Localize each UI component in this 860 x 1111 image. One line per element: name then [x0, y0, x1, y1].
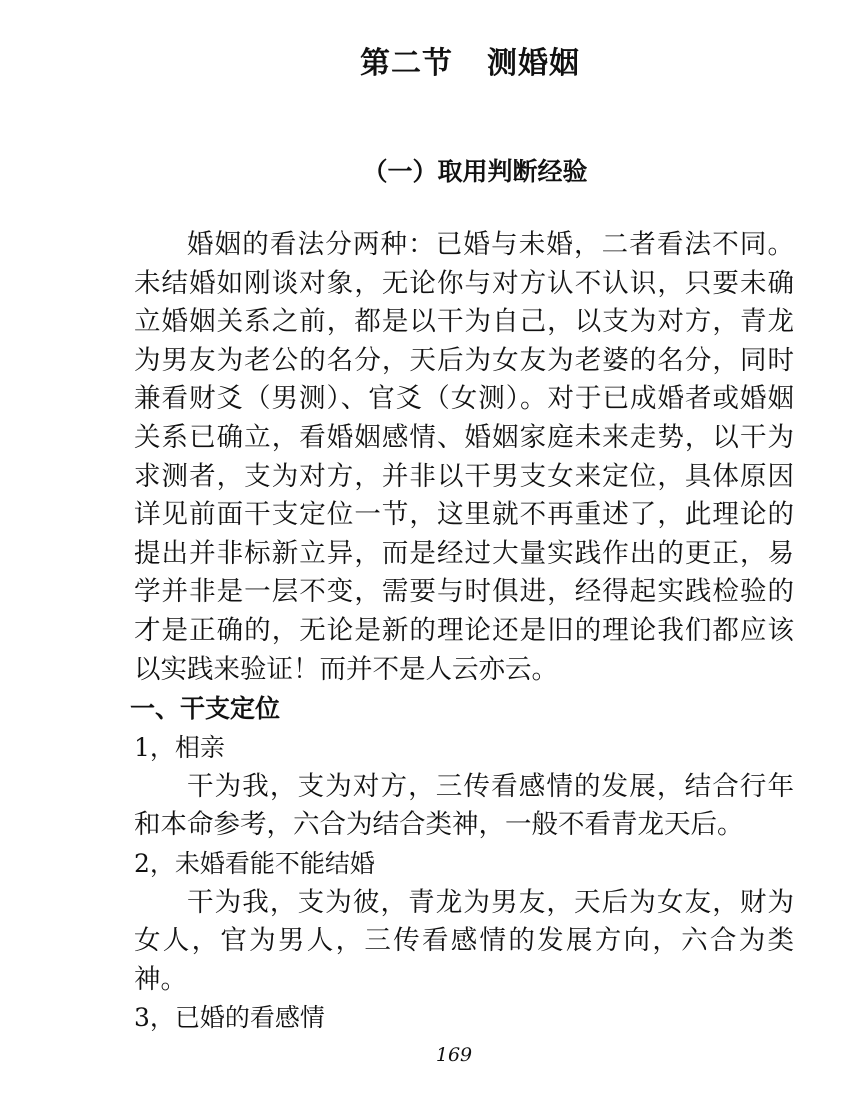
item-text-2: 干为我，支为彼，青龙为男友，天后为女友，财为女人，官为男人，三传看感情的发展方向，六合为类神。	[134, 886, 794, 995]
subsection-heading: 一、干支定位	[130, 694, 281, 724]
item-label-3: 3，已婚的看感情	[134, 1003, 325, 1033]
intro-paragraph: 婚姻的看法分两种：已婚与未婚，二者看法不同。未结婚如刚谈对象，无论你与对方认不认识，只要未确立婚姻关系之前，都是以干为自己，以支为对方，青龙为男友为老公的名分，天后为女友为老婆的名分，同时兼看财爻（男测）、官爻（女测）。对于已成婚者或婚姻关系已确立，看婚姻感情、婚姻家庭未来走势，以干为求测者，支为对方，并非以干男支女来定位，具体原因详见前面干支定位一节，这里就不再重述了，此理论的提出并非标新立异，而是经过大量实践作出的更正，易学并非是一层不变，需要与时俱进，经得起实践检验的才是正确的，无论是新的理论还是旧的理论我们都应该以实践来验证！而并不是人云亦云。	[134, 229, 794, 685]
item-label-2: 2，未婚看能不能结婚	[134, 848, 375, 878]
item-text-1: 干为我，支为对方，三传看感情的发展，结合行年和本命参考，六合为结合类神，一般不看青龙天后。	[134, 770, 794, 841]
page-number: 169	[435, 1044, 473, 1066]
body-text	[130, 226, 794, 1038]
chapter-title-prefix: 第二节	[360, 46, 453, 81]
chapter-title	[0, 38, 860, 82]
chapter-title-name: 测婚姻	[487, 46, 580, 81]
item-label-1: 1，相亲	[134, 733, 225, 763]
section-title: （一）取用判断经验	[362, 157, 588, 186]
